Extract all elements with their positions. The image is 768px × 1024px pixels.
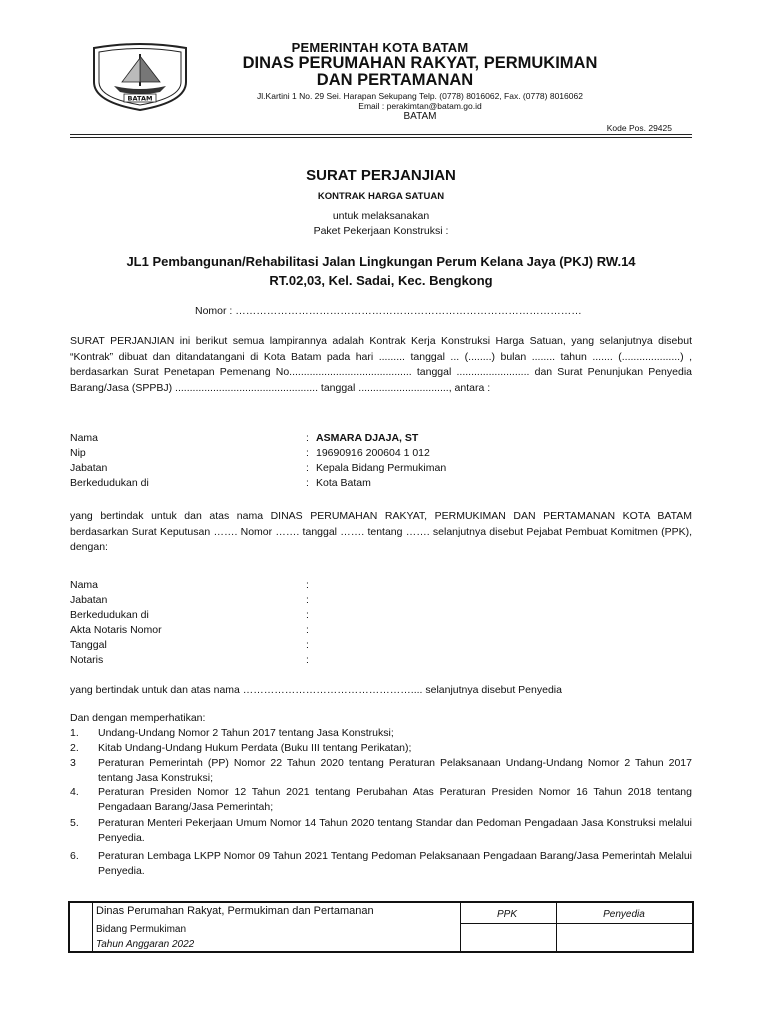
field-colon: : xyxy=(306,639,309,651)
opening-paragraph: SURAT PERJANJIAN ini berikut semua lampirannya adalah Kontrak Kerja Konstruksi Harga Satuan, yang selanjutnya disebut “Kontrak” dibuat dan ditandatangani di Kota Batam pada hari ......... tanggal ... (........) bulan ........ tahun ....... (....................) , berdasarkan Surat Penetapan Pemenang No.......................................... tanggal ......................... dan Surat Penunjukan Penyedia Barang/Jasa (SPPBJ) ................................................. tanggal ..............................., antara : xyxy=(70,335,692,394)
letterhead-divider-thin xyxy=(70,137,692,138)
field-label: Nip xyxy=(70,447,86,459)
footer-division: Bidang Permukiman xyxy=(96,924,187,935)
field-colon: : xyxy=(306,477,309,489)
context-line-1: untuk melaksanakan xyxy=(332,210,430,222)
letterhead-government: PEMERINTAH KOTA BATAM xyxy=(291,40,469,55)
field-colon: : xyxy=(306,609,309,621)
list-item xyxy=(70,756,692,786)
list-item xyxy=(70,741,692,756)
field-label: Berkedudukan di xyxy=(70,477,149,489)
field-label: Akta Notaris Nomor xyxy=(70,624,162,636)
party2-row xyxy=(70,624,692,639)
field-colon: : xyxy=(306,594,309,606)
logo-text: BATAM xyxy=(127,94,153,103)
list-item xyxy=(70,726,692,741)
party1-row xyxy=(70,432,692,447)
letterhead-divider xyxy=(70,134,692,135)
table-divider xyxy=(460,923,692,924)
field-label: Berkedudukan di xyxy=(70,609,149,621)
letterhead-city: BATAM xyxy=(403,111,437,122)
document-number: Nomor : ……………………………………………………………………………………… xyxy=(195,305,582,317)
list-text: Peraturan Pemerintah (PP) Nomor 22 Tahun 2020 tentang Peraturan Pelaksanaan Undang-Undang Nomor 2 Tahun 2017 tentang Jasa Konstruksi; xyxy=(98,757,692,784)
party1-row xyxy=(70,447,692,462)
party2-row xyxy=(70,594,692,609)
field-colon: : xyxy=(306,624,309,636)
field-colon: : xyxy=(306,654,309,666)
list-number: 1. xyxy=(70,727,79,739)
letterhead-address: Jl.Kartini 1 No. 29 Sei. Harapan Sekupang Telp. (0778) 8016062, Fax. (0778) 8016062 xyxy=(257,91,583,101)
package-name-line-2: RT.02,03, Kel. Sadai, Kec. Bengkong xyxy=(269,273,493,288)
field-label: Notaris xyxy=(70,654,104,666)
party1-row xyxy=(70,462,692,477)
field-colon: : xyxy=(306,579,309,591)
field-value: Kota Batam xyxy=(316,477,371,489)
field-value: Kepala Bidang Permukiman xyxy=(316,462,447,474)
list-number: 4. xyxy=(70,786,79,798)
list-text: Peraturan Menteri Pekerjaan Umum Nomor 14 Tahun 2020 tentang Standar dan Pedoman Pengadaan Jasa Konstruksi melalui Penyedia. xyxy=(98,817,692,844)
field-value: 19690916 200604 1 012 xyxy=(316,447,430,459)
field-colon: : xyxy=(306,462,309,474)
footer-fiscal-year: Tahun Anggaran 2022 xyxy=(96,939,195,950)
letterhead-agency-line1: DINAS PERUMAHAN RAKYAT, PERMUKIMAN xyxy=(242,54,598,72)
penyedia-line: yang bertindak untuk dan atas nama ………………………………………….... selanjutnya disebut Penyedia xyxy=(70,684,562,696)
field-value: ASMARA DJAJA, ST xyxy=(316,432,419,444)
party2-row xyxy=(70,639,692,654)
field-label: Nama xyxy=(70,432,99,444)
package-name-line-1: JL1 Pembangunan/Rehabilitasi Jalan Lingkungan Perum Kelana Jaya (PKJ) RW.14 xyxy=(126,254,636,269)
footer-penyedia-label: Penyedia xyxy=(603,909,645,920)
list-number: 2. xyxy=(70,742,79,754)
list-text: Peraturan Presiden Nomor 12 Tahun 2021 tentang Perubahan Atas Peraturan Presiden Nomor 16 Tahun 2018 tentang Pengadaan Barang/Jasa Pemerintah; xyxy=(98,786,692,813)
list-item xyxy=(70,785,692,815)
batam-logo-icon xyxy=(90,42,190,112)
list-number: 3 xyxy=(70,757,76,769)
ppk-paragraph: yang bertindak untuk dan atas nama DINAS PERUMAHAN RAKYAT, PERMUKIMAN DAN PERTAMANAN KOTA BATAM berdasarkan Surat Keputusan ……. Nomor ……. tanggal ……. tentang ……. selanjutnya disebut Pejabat Pembuat Komitmen (PPK), dengan: xyxy=(70,510,692,553)
party1-row xyxy=(70,477,692,492)
context-line-2: Paket Pekerjaan Konstruksi : xyxy=(313,225,449,237)
list-text: Peraturan Lembaga LKPP Nomor 09 Tahun 2021 Tentang Pedoman Pelaksanaan Pengadaan Barang/Jasa Pemerintah Melalui Penyedia. xyxy=(98,850,692,877)
document-subtitle: KONTRAK HARGA SATUAN xyxy=(317,191,445,202)
list-text: Kitab Undang-Undang Hukum Perdata (Buku III tentang Perikatan); xyxy=(98,742,412,754)
letterhead-postcode: Kode Pos. 29425 xyxy=(606,123,672,133)
party2-row xyxy=(70,654,692,669)
field-label: Jabatan xyxy=(70,462,108,474)
footer-ppk-label: PPK xyxy=(496,909,517,920)
table-border xyxy=(92,903,93,951)
letterhead-email: Email : perakimtan@batam.go.id xyxy=(358,101,482,111)
legal-basis-intro: Dan dengan memperhatikan: xyxy=(70,712,206,724)
list-number: 6. xyxy=(70,850,79,862)
field-label: Nama xyxy=(70,579,99,591)
party2-row xyxy=(70,579,692,594)
list-text: Undang-Undang Nomor 2 Tahun 2017 tentang Jasa Konstruksi; xyxy=(98,727,394,739)
list-item xyxy=(70,816,692,846)
list-number: 5. xyxy=(70,817,79,829)
field-colon: : xyxy=(306,447,309,459)
letterhead-agency-line2: DAN PERTAMANAN xyxy=(316,71,474,89)
document-title: SURAT PERJANJIAN xyxy=(306,167,456,184)
party2-row xyxy=(70,609,692,624)
list-item xyxy=(70,849,692,879)
field-label: Jabatan xyxy=(70,594,108,606)
field-colon: : xyxy=(306,432,309,444)
field-label: Tanggal xyxy=(70,639,107,651)
footer-organization: Dinas Perumahan Rakyat, Permukiman dan Pertamanan xyxy=(96,905,374,917)
